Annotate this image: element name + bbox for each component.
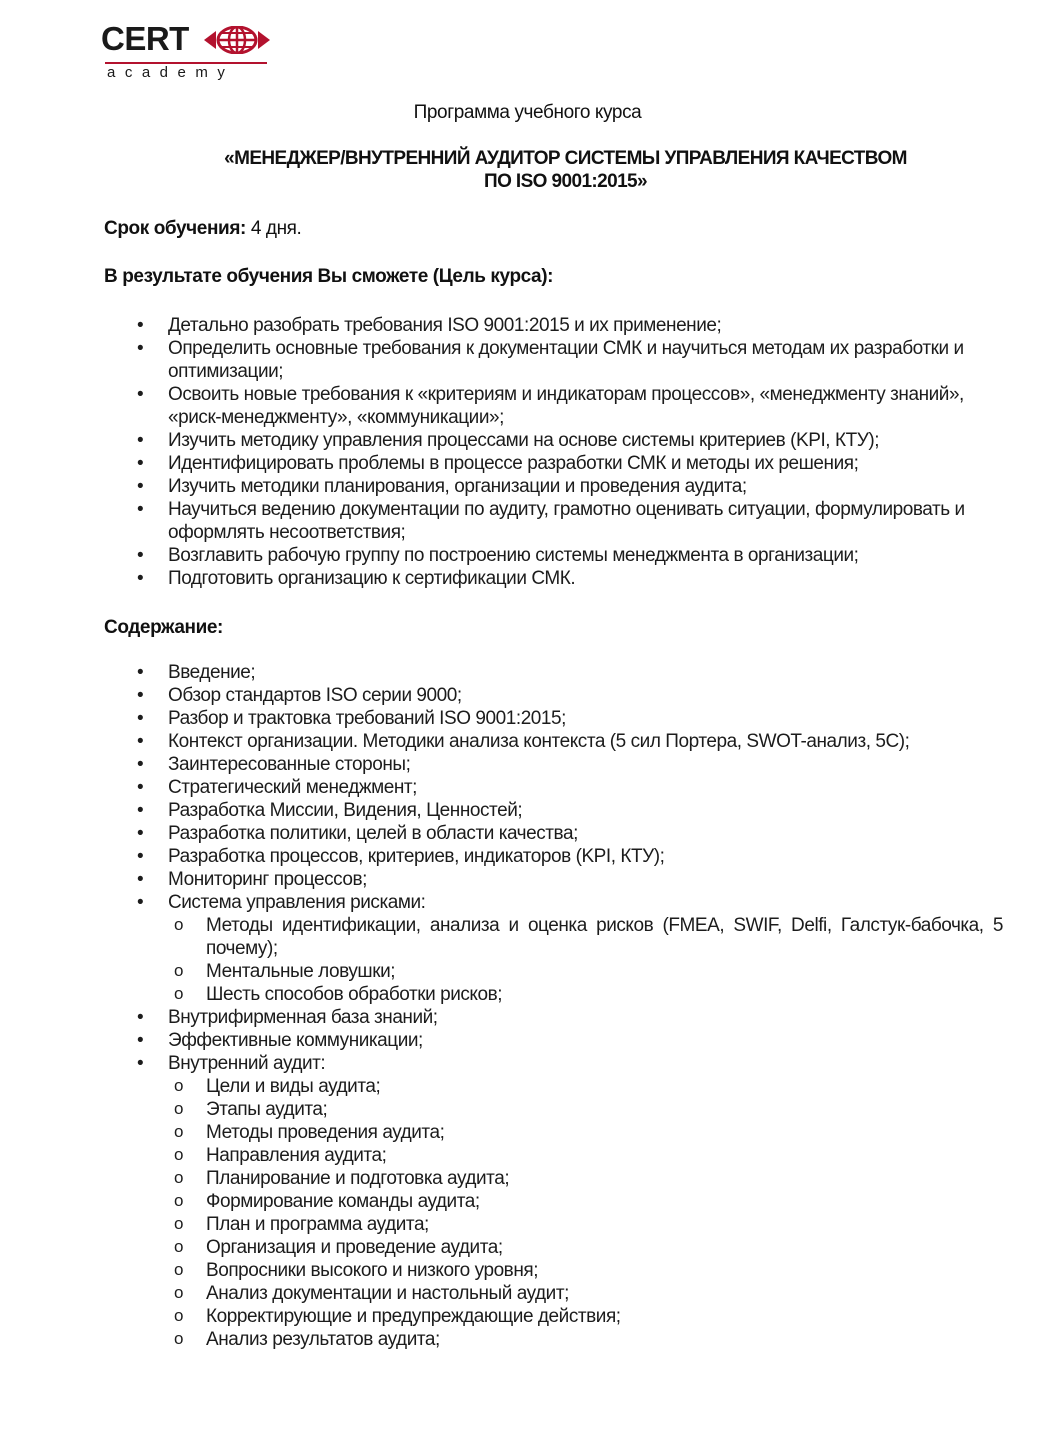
bullet-marker: • bbox=[137, 892, 144, 913]
sub-list-item: o Формирование команды аудита; bbox=[174, 1191, 480, 1212]
list-item: • Внутренний аудит: bbox=[137, 1053, 326, 1074]
list-item: • Возглавить рабочую группу по построению системы менеджмента в организации; bbox=[137, 545, 859, 566]
bullet-marker: • bbox=[137, 1007, 144, 1028]
list-item: • Стратегический менеджмент; bbox=[137, 777, 417, 798]
sub-bullet-marker: o bbox=[174, 915, 184, 934]
sub-list-item: o Шесть способов обработки рисков; bbox=[174, 984, 503, 1005]
bullet-marker: • bbox=[137, 568, 144, 589]
bullet-marker: • bbox=[137, 499, 144, 520]
bullet-marker: • bbox=[137, 754, 144, 775]
sub-list-item: o Методы проведения аудита; bbox=[174, 1122, 445, 1143]
bullet-marker: • bbox=[137, 453, 144, 474]
bullet-marker: • bbox=[137, 1030, 144, 1051]
sub-bullet-marker: o bbox=[174, 1076, 184, 1095]
logo-wordmark: CERT bbox=[101, 20, 189, 57]
bullet-marker: • bbox=[137, 823, 144, 844]
sub-list-item: o Организация и проведение аудита; bbox=[174, 1237, 503, 1258]
sub-list-item: o Вопросники высокого и низкого уровня; bbox=[174, 1260, 539, 1281]
bullet-marker: • bbox=[137, 800, 144, 821]
list-item: • Контекст организации. Методики анализа контекста (5 сил Портера, SWOT-анализ, 5С); bbox=[137, 731, 910, 752]
sub-list-item: o Направления аудита; bbox=[174, 1145, 387, 1166]
duration-line bbox=[104, 218, 301, 240]
list-item: • Система управления рисками: bbox=[137, 892, 426, 913]
bullet-marker: • bbox=[137, 685, 144, 706]
duration-value: 4 дня. bbox=[245, 218, 302, 239]
list-item: • Внутрифирменная база знаний; bbox=[137, 1007, 438, 1028]
sub-list-item: o План и программа аудита; bbox=[174, 1214, 429, 1235]
sub-list-item: o Ментальные ловушки; bbox=[174, 961, 396, 982]
list-item: • Разработка Миссии, Видения, Ценностей; bbox=[137, 800, 523, 821]
sub-list-item: o Методы идентификации, анализа и оценка рисков (FMEA, SWIF, Delfi, Галстук-бабочка, 5 почему); bbox=[174, 915, 1003, 959]
course-title-line-1: «МЕНЕДЖЕР/ВНУТРЕННИЙ АУДИТОР СИСТЕМЫ УПРАВЛЕНИЯ КАЧЕСТВОМ bbox=[224, 148, 907, 169]
bullet-marker: • bbox=[137, 1053, 144, 1074]
list-item: • Разбор и трактовка требований ISO 9001:2015; bbox=[137, 708, 566, 729]
sub-list-item: o Анализ документации и настольный аудит; bbox=[174, 1283, 569, 1304]
bullet-marker: • bbox=[137, 662, 144, 683]
bullet-marker: • bbox=[137, 846, 144, 867]
sub-bullet-marker: o bbox=[174, 1329, 184, 1348]
content-heading: Содержание: bbox=[104, 617, 223, 638]
sub-bullet-marker: o bbox=[174, 1214, 184, 1233]
duration-label: Срок обучения: bbox=[104, 218, 246, 239]
sub-list-item: o Корректирующие и предупреждающие действия; bbox=[174, 1306, 621, 1327]
list-item: • Эффективные коммуникации; bbox=[137, 1030, 423, 1051]
list-item: • Обзор стандартов ISO серии 9000; bbox=[137, 685, 462, 706]
globe-icon bbox=[202, 26, 272, 54]
cert-academy-logo bbox=[101, 20, 281, 82]
sub-bullet-marker: o bbox=[174, 1099, 184, 1118]
list-item: • Изучить методики планирования, организации и проведения аудита; bbox=[137, 476, 747, 497]
bullet-marker: • bbox=[137, 731, 144, 752]
sub-bullet-marker: o bbox=[174, 961, 184, 980]
list-item: • Подготовить организацию к сертификации СМК. bbox=[137, 568, 576, 589]
sub-bullet-marker: o bbox=[174, 1122, 184, 1141]
sub-bullet-marker: o bbox=[174, 1306, 184, 1325]
course-title-line-2: ПО ISO 9001:2015» bbox=[484, 171, 647, 192]
list-item: • Разработка политики, целей в области качества; bbox=[137, 823, 578, 844]
list-item: • Научиться ведению документации по аудиту, грамотно оценивать ситуации, формулировать и оформлять несоответствия; bbox=[137, 499, 965, 543]
content-list bbox=[0, 661, 1055, 1351]
sub-list-item: o Анализ результатов аудита; bbox=[174, 1329, 440, 1350]
list-item: • Мониторинг процессов; bbox=[137, 869, 368, 890]
list-item: • Определить основные требования к документации СМК и научиться методам их разработки и оптимизации; bbox=[137, 338, 964, 382]
logo-subtitle: academy bbox=[107, 64, 235, 81]
sub-bullet-marker: o bbox=[174, 1260, 184, 1279]
bullet-marker: • bbox=[137, 869, 144, 890]
bullet-marker: • bbox=[137, 476, 144, 497]
sub-list-item: o Этапы аудита; bbox=[174, 1099, 328, 1120]
sub-list-item: o Цели и виды аудита; bbox=[174, 1076, 381, 1097]
list-item: • Заинтересованные стороны; bbox=[137, 754, 411, 775]
bullet-marker: • bbox=[137, 338, 144, 359]
bullet-marker: • bbox=[137, 545, 144, 566]
list-item: • Освоить новые требования к «критериям и индикаторам процессов», «менеджменту знаний», «риск-менеджменту», «коммуникации»; bbox=[137, 384, 964, 428]
list-item: • Введение; bbox=[137, 662, 256, 683]
bullet-marker: • bbox=[137, 777, 144, 798]
goals-list bbox=[0, 314, 1055, 590]
sub-bullet-marker: o bbox=[174, 1191, 184, 1210]
sub-bullet-marker: o bbox=[174, 984, 184, 1003]
bullet-marker: • bbox=[137, 384, 144, 405]
list-item: • Идентифицировать проблемы в процессе разработки СМК и методы их решения; bbox=[137, 453, 859, 474]
program-heading: Программа учебного курса bbox=[413, 102, 642, 123]
sub-list-item: o Планирование и подготовка аудита; bbox=[174, 1168, 510, 1189]
bullet-marker: • bbox=[137, 315, 144, 336]
list-item: • Изучить методику управления процессами на основе системы критериев (KPI, КТУ); bbox=[137, 430, 880, 451]
bullet-marker: • bbox=[137, 708, 144, 729]
sub-bullet-marker: o bbox=[174, 1237, 184, 1256]
bullet-marker: • bbox=[137, 430, 144, 451]
sub-bullet-marker: o bbox=[174, 1145, 184, 1164]
goals-heading: В результате обучения Вы сможете (Цель курса): bbox=[104, 266, 554, 287]
list-item: • Разработка процессов, критериев, индикаторов (KPI, КТУ); bbox=[137, 846, 665, 867]
sub-bullet-marker: o bbox=[174, 1168, 184, 1187]
list-item: • Детально разобрать требования ISO 9001:2015 и их применение; bbox=[137, 315, 722, 336]
sub-bullet-marker: o bbox=[174, 1283, 184, 1302]
